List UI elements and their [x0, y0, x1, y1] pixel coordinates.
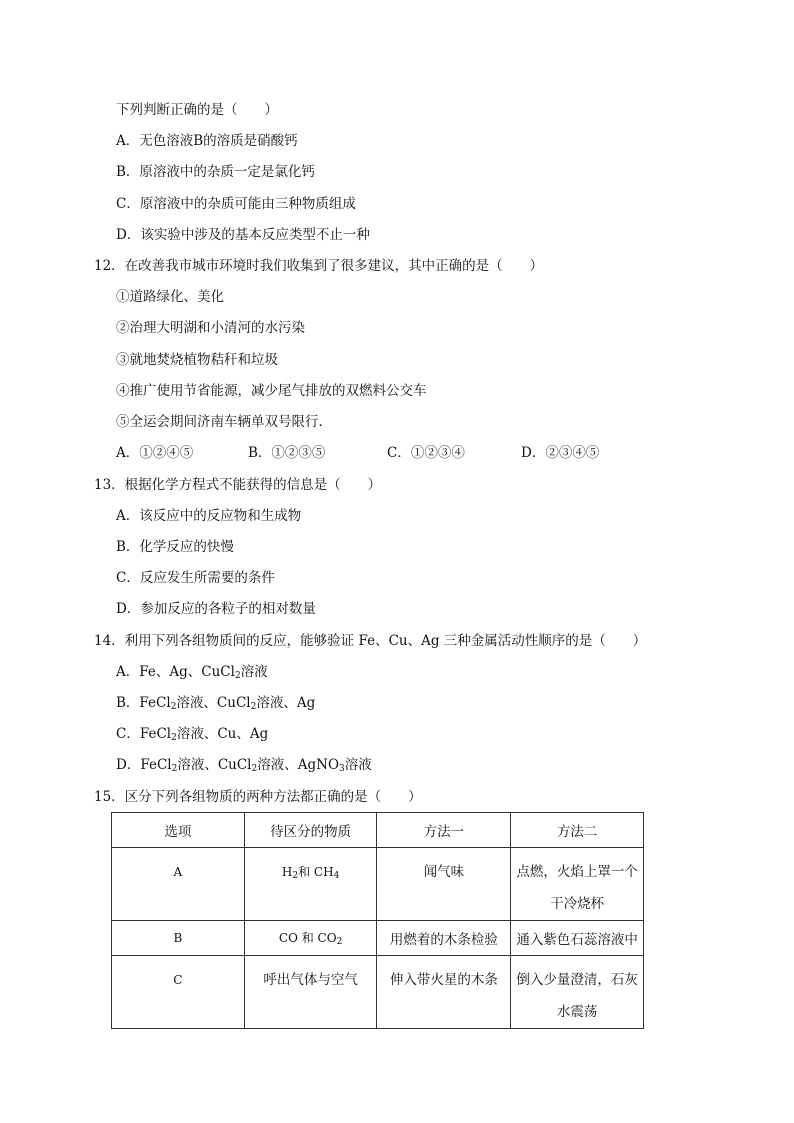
table-header-row — [112, 813, 644, 848]
q15-stem: 15．区分下列各组物质的两种方法都正确的是（ ） — [94, 789, 422, 805]
subscript: 2 — [234, 671, 241, 681]
row-a-method-2 — [511, 848, 644, 921]
q14-option-a-text: A．Fe、Ag、CuCl — [116, 664, 235, 680]
row-a-method-1-text: 闻气味 — [423, 864, 465, 880]
header-method-2: 方法二 — [511, 813, 644, 848]
row-c-substances — [244, 956, 377, 1029]
row-a-option — [112, 848, 245, 921]
header-method-1: 方法一 — [377, 813, 511, 848]
q13-stem: 13．根据化学方程式不能获得的信息是（ ） — [94, 477, 382, 493]
row-c-option-text: C — [173, 973, 183, 987]
subscript: 2 — [336, 937, 343, 947]
q11-option-d: D．该实验中涉及的基本反应类型不止一种 — [116, 227, 370, 243]
table-row — [112, 848, 644, 921]
q12-item-3: ③就地焚烧植物秸秆和垃圾 — [116, 352, 278, 368]
subscript: 4 — [333, 871, 340, 881]
q12-option-d: D．②③④⑤ — [521, 445, 600, 461]
q14-option-d-text-3: 溶液、AgNO — [257, 757, 340, 773]
q14-option-a-text-2: 溶液 — [240, 664, 268, 680]
q12-option-c: C．①②③④ — [387, 445, 465, 461]
row-c-method-2-line-2: 水震荡 — [556, 1004, 598, 1020]
row-a-method-1 — [377, 848, 511, 921]
q11-option-a: A．无色溶液B的溶质是硝酸钙 — [116, 133, 298, 149]
row-a-method-2-line-2: 干冷烧杯 — [550, 896, 605, 912]
row-b-option — [112, 921, 245, 956]
q14-option-b-text-3: 溶液、Ag — [256, 695, 316, 711]
row-a-subst-2: 和 CH — [298, 865, 334, 879]
row-c-subst-text: 呼出气体与空气 — [263, 972, 358, 988]
row-a-option-text: A — [173, 865, 183, 879]
row-b-method-2-text: 通入紫色石蕊溶液中 — [516, 932, 638, 948]
table-row — [112, 921, 644, 956]
q12-option-b: B．①②③⑤ — [248, 445, 326, 461]
q11-option-c: C．原溶液中的杂质可能由三种物质组成 — [116, 196, 356, 212]
q14-option-b — [116, 694, 315, 716]
q15-table — [111, 812, 644, 1029]
q14-option-a — [116, 663, 268, 685]
q14-option-c-text-2: 溶液、Cu、Ag — [176, 726, 269, 742]
row-b-method-1 — [377, 921, 511, 956]
q11-option-b: B．原溶液中的杂质一定是氯化钙 — [116, 164, 315, 180]
subscript: 2 — [251, 764, 258, 774]
q14-stem: 14．利用下列各组物质间的反应，能够验证 Fe、Cu、Ag 三种金属活动性顺序的是（ ） — [94, 633, 647, 649]
subscript: 2 — [171, 764, 178, 774]
subscript: 2 — [170, 702, 177, 712]
q12-item-5: ⑤全运会期间济南车辆单双号限行． — [116, 414, 332, 430]
q14-option-c-text: C．FeCl — [116, 726, 172, 742]
q14-option-d — [116, 756, 372, 778]
row-c-method-1-text: 伸入带火星的木条 — [389, 972, 498, 988]
q12-stem: 12．在改善我市城市环境时我们收集到了很多建议，其中正确的是（ ） — [94, 258, 544, 274]
row-b-method-2 — [511, 921, 644, 956]
q14-option-d-text: D．FeCl — [116, 757, 172, 773]
subscript: 2 — [171, 733, 177, 743]
row-b-method-1-text: 用燃着的木条检验 — [389, 932, 498, 948]
subscript: 2 — [292, 871, 299, 881]
q14-option-b-text: B．FeCl — [116, 695, 171, 711]
q14-option-b-text-2: 溶液、CuCl — [176, 695, 251, 711]
row-c-method-1 — [377, 956, 511, 1029]
header-option: 选项 — [112, 813, 245, 848]
q12-item-1: ①道路绿化、美化 — [116, 289, 224, 305]
q12-option-a: A．①②④⑤ — [116, 445, 194, 461]
row-a-substances — [244, 848, 377, 921]
header-substances: 待区分的物质 — [244, 813, 377, 848]
q12-item-4: ④推广使用节省能源，减少尾气排放的双燃料公交车 — [116, 383, 427, 399]
q13-option-c: C．反应发生所需要的条件 — [116, 570, 275, 586]
subscript: 2 — [250, 702, 257, 712]
subscript: 3 — [339, 764, 345, 774]
q13-option-a: A．该反应中的反应物和生成物 — [116, 508, 302, 524]
q14-option-d-text-4: 溶液 — [344, 757, 372, 773]
row-c-option — [112, 956, 245, 1029]
q11-stem: 下列判断正确的是（ ） — [116, 102, 278, 118]
q12-item-2: ②治理大明湖和小清河的水污染 — [116, 320, 305, 336]
table-row — [112, 956, 644, 1029]
q13-option-d: D．参加反应的各粒子的相对数量 — [116, 601, 316, 617]
row-c-method-2-line-1: 倒入少量澄清，石灰 — [516, 972, 638, 988]
row-c-method-2 — [511, 956, 644, 1029]
row-a-method-2-line-1: 点燃，火焰上罩一个 — [516, 864, 638, 880]
row-b-option-text: B — [173, 931, 183, 945]
q14-option-c — [116, 725, 268, 747]
q13-option-b: B．化学反应的快慢 — [116, 539, 234, 555]
q14-option-d-text-2: 溶液、CuCl — [177, 757, 252, 773]
row-b-subst-1: CO 和 CO — [278, 931, 337, 945]
row-b-substances — [244, 921, 377, 956]
row-a-subst-1: H — [281, 865, 293, 879]
